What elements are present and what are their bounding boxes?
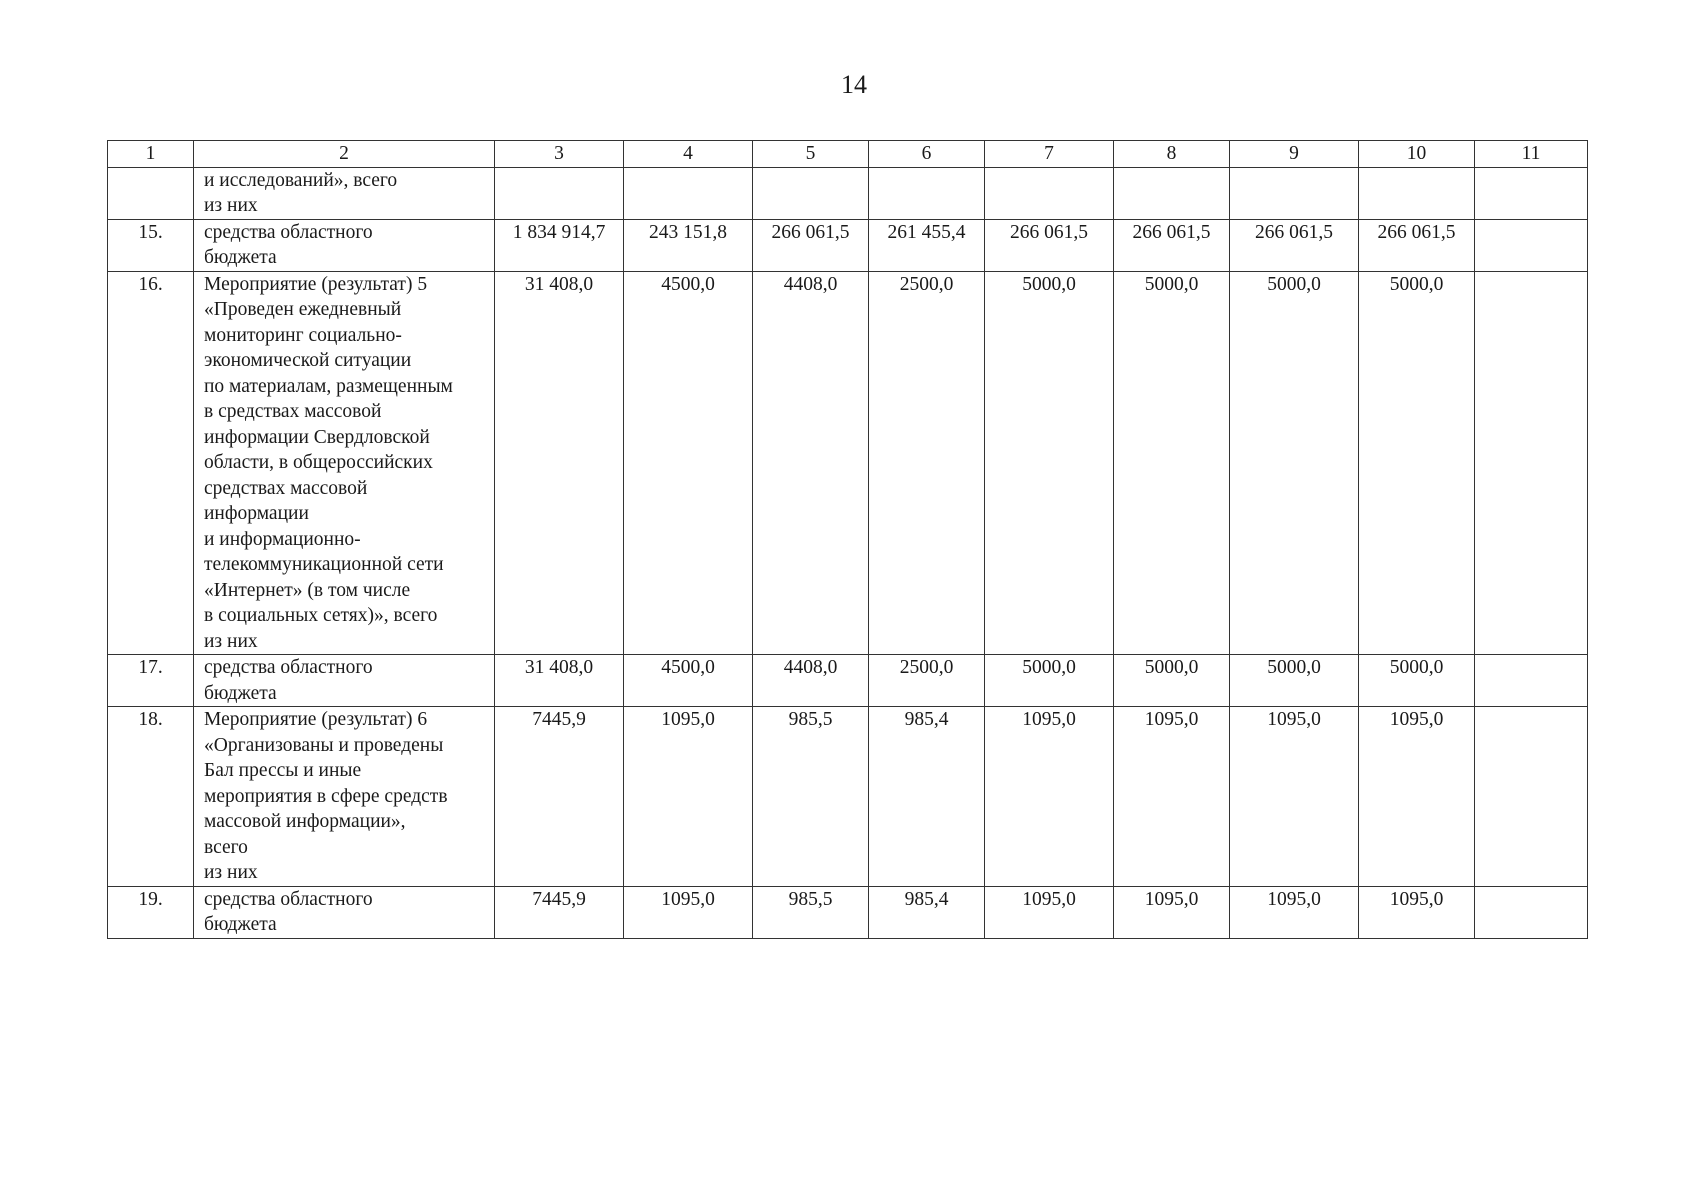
row-description: Мероприятие (результат) 6 «Организованы и проведены Бал прессы и иные мероприятия в сфере средств массовой информации», всего из них [194,707,495,887]
column-header: 3 [495,141,624,168]
table-row [108,167,1588,219]
value-cell: 5000,0 [1114,655,1230,707]
table-row [108,655,1588,707]
row-number: 16. [108,271,194,655]
column-header: 11 [1475,141,1588,168]
value-cell [1475,655,1588,707]
value-cell: 5000,0 [1230,655,1359,707]
value-cell: 4500,0 [624,271,753,655]
value-cell: 7445,9 [495,886,624,938]
column-header: 6 [869,141,985,168]
value-cell: 1095,0 [1230,707,1359,887]
value-cell: 5000,0 [1359,655,1475,707]
column-header: 8 [1114,141,1230,168]
table-header [108,141,1588,168]
value-cell: 1095,0 [1359,707,1475,887]
value-cell: 5000,0 [985,271,1114,655]
value-cell: 985,4 [869,707,985,887]
value-cell [1475,707,1588,887]
row-description: средства областного бюджета [194,886,495,938]
value-cell: 4500,0 [624,655,753,707]
row-description: средства областного бюджета [194,655,495,707]
value-cell: 4408,0 [753,271,869,655]
value-cell: 266 061,5 [1230,219,1359,271]
value-cell [624,167,753,219]
row-number: 19. [108,886,194,938]
value-cell: 1095,0 [624,707,753,887]
value-cell: 1095,0 [985,886,1114,938]
value-cell [1230,167,1359,219]
value-cell: 2500,0 [869,271,985,655]
row-number [108,167,194,219]
column-header: 5 [753,141,869,168]
column-header: 10 [1359,141,1475,168]
column-header: 7 [985,141,1114,168]
value-cell: 5000,0 [985,655,1114,707]
value-cell: 1095,0 [1114,707,1230,887]
value-cell: 243 151,8 [624,219,753,271]
row-number: 15. [108,219,194,271]
value-cell: 1095,0 [985,707,1114,887]
header-row [108,141,1588,168]
table-row [108,271,1588,655]
column-header: 1 [108,141,194,168]
value-cell: 31 408,0 [495,271,624,655]
page-number: 14 [841,70,867,99]
value-cell: 261 455,4 [869,219,985,271]
table-body [108,167,1588,938]
table-row [108,707,1588,887]
row-description: Мероприятие (результат) 5 «Проведен ежедневный мониторинг социально- экономической ситуации по материалам, размещенным в средствах массовой информации Свердловской области, в общероссийских средствах массовой информации и информационно- телекоммуникационной сети «Интернет» (в том числе в социальных сетях)», всего из них [194,271,495,655]
value-cell [985,167,1114,219]
value-cell: 2500,0 [869,655,985,707]
budget-table [107,140,1588,939]
row-number: 18. [108,707,194,887]
value-cell: 266 061,5 [1359,219,1475,271]
value-cell: 1095,0 [624,886,753,938]
value-cell: 1095,0 [1114,886,1230,938]
column-header: 4 [624,141,753,168]
table-row [108,219,1588,271]
value-cell [495,167,624,219]
value-cell: 985,5 [753,707,869,887]
value-cell [1475,167,1588,219]
value-cell: 1095,0 [1359,886,1475,938]
value-cell: 31 408,0 [495,655,624,707]
value-cell [1114,167,1230,219]
row-description: и исследований», всего из них [194,167,495,219]
value-cell: 985,4 [869,886,985,938]
value-cell [869,167,985,219]
value-cell: 5000,0 [1230,271,1359,655]
value-cell: 266 061,5 [1114,219,1230,271]
value-cell [1475,886,1588,938]
row-description: средства областного бюджета [194,219,495,271]
value-cell: 985,5 [753,886,869,938]
value-cell: 266 061,5 [753,219,869,271]
value-cell: 266 061,5 [985,219,1114,271]
value-cell [753,167,869,219]
value-cell: 4408,0 [753,655,869,707]
value-cell: 5000,0 [1359,271,1475,655]
value-cell: 5000,0 [1114,271,1230,655]
value-cell [1475,219,1588,271]
column-header: 2 [194,141,495,168]
row-number: 17. [108,655,194,707]
value-cell: 1 834 914,7 [495,219,624,271]
value-cell [1359,167,1475,219]
value-cell: 1095,0 [1230,886,1359,938]
value-cell [1475,271,1588,655]
value-cell: 7445,9 [495,707,624,887]
column-header: 9 [1230,141,1359,168]
table-row [108,886,1588,938]
